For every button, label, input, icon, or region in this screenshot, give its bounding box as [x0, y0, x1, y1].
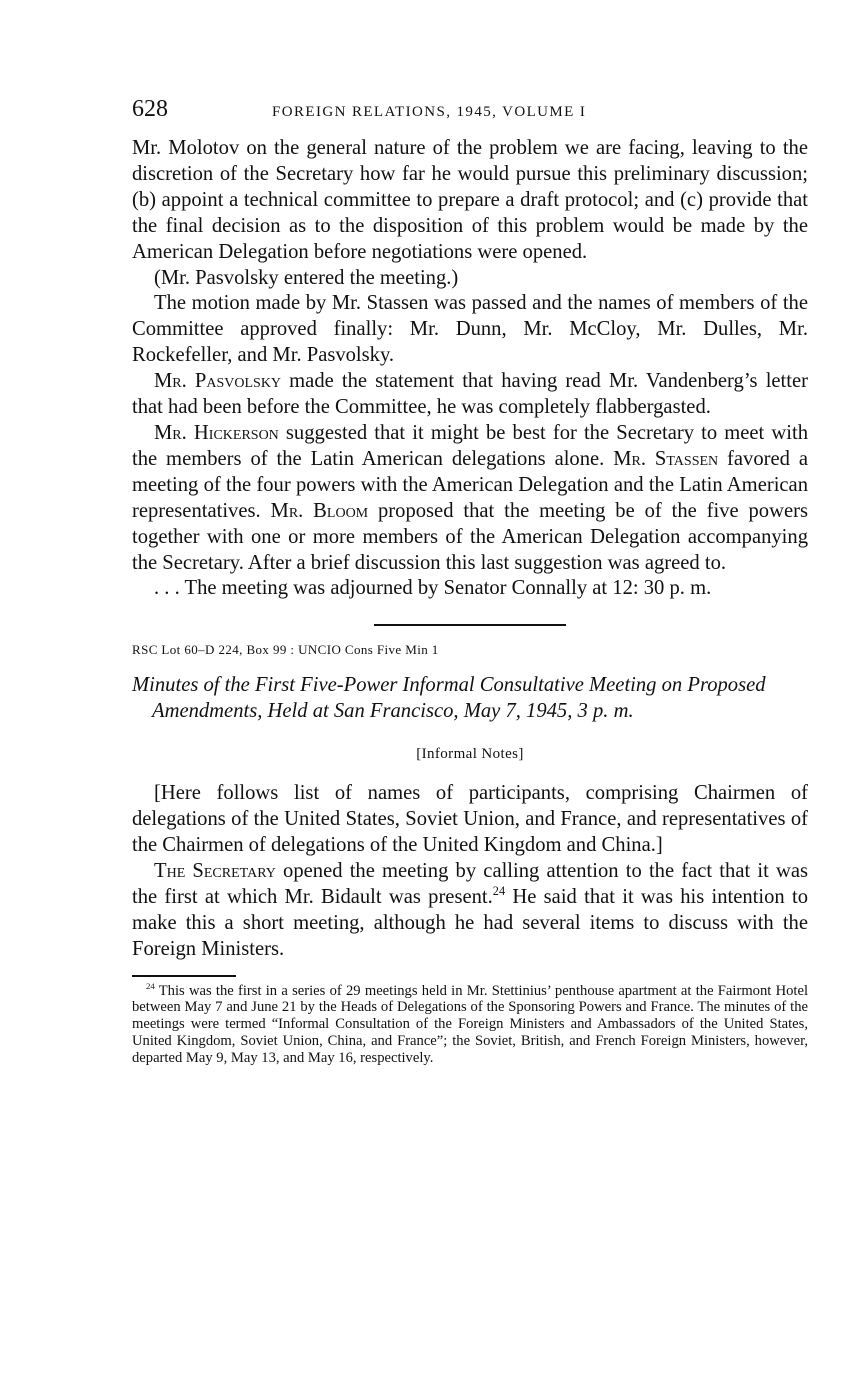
paragraph-pasvolsky-entered: (Mr. Pasvolsky entered the meeting.) — [154, 266, 459, 289]
informal-notes-label: [Informal Notes] — [416, 746, 524, 763]
footnote-divider — [132, 975, 236, 977]
footnote-text: This was the first in a series of 29 meetings held in Mr. Stettinius’ penthouse apartment at the Fairmont Hotel between May 7 and June 21 by the Heads of Delegations of the Sponsoring Powers and France. The minutes of the meetings were termed “Informal Consultation of the Foreign Ministers and Ambassadors of the United States, United Kingdom, Soviet Union, China, and France”; the Soviet, British, and French Foreign Ministers, however, departed May 9, May 13, and May 16, respectively. — [132, 982, 808, 1066]
paragraph-continuation: Mr. Molotov on the general nature of the problem we are facing, leaving to the discretion of the Secretary how far he would pursue this preliminary discussion; (b) appoint a technical committee to prepare a draft protocol; and (c) provide that the final decision as to the disposition of this problem would be made by the American Delegation before negotiations were opened. — [132, 137, 808, 263]
section-divider — [374, 624, 566, 626]
paragraph-committee-approved: The motion made by Mr. Stassen was passed and the names of members of the Committee approved finally: Mr. Dunn, Mr. McCloy, Mr. Dulles, Mr. Rockefeller, and Mr. Pasvolsky. — [132, 292, 808, 367]
paragraph-text: opened the meeting by calling attention to the fact that it was the first at which Mr. Bidault was present. — [132, 860, 809, 908]
paragraph-text: proposed that the meeting be of the five powers together with one or more members of the American Delegation accompanying the Secretary. After a brief discussion this last suggestion was agreed to. — [132, 499, 808, 574]
paragraph-adjourned: . . . The meeting was adjourned by Senator Connally at 12: 30 p. m. — [154, 577, 712, 600]
paragraph-text: suggested that it might be best for the Secretary to meet with the members of the Latin American delegations alone. — [132, 421, 808, 470]
document-title: Minutes of the First Five-Power Informal Consultative Meeting on Proposed Amendments, Held at San Francisco, May 7, 1945, 3 p. m. — [132, 674, 766, 723]
footnote-reference[interactable]: 24 — [492, 884, 506, 899]
page-header — [132, 96, 808, 136]
paragraph-participants: [Here follows list of names of participants, comprising Chairmen of delegations of the United States, Soviet Union, and France, and representatives of the Chairmen of delegations of the United Kingdom and China.] — [132, 782, 808, 857]
footnote-number: 24 — [146, 980, 155, 991]
paragraph-meeting-proposals — [132, 421, 808, 576]
paragraph-secretary-opened — [132, 859, 808, 963]
paragraph-text: made the statement that having read Mr. Vandenberg’s letter that had been before the Committee, he was completely flabbergasted. — [132, 370, 808, 419]
document-page — [132, 96, 808, 1067]
paragraph-text: He said that it was his intention to make this a short meeting, although he had several items to discuss with the Foreign Ministers. — [132, 885, 808, 960]
speaker-name: Mr. Pasvolsky — [154, 370, 282, 393]
footnote — [132, 980, 808, 1067]
paragraph-text: favored a meeting of the four powers with the American Delegation and the Latin American representatives. — [132, 447, 808, 522]
paragraph-pasvolsky-statement — [132, 369, 808, 421]
speaker-name: Mr. Hickerson — [154, 421, 279, 444]
running-head: FOREIGN RELATIONS, 1945, VOLUME I — [272, 104, 587, 120]
page-number: 628 — [132, 96, 168, 122]
speaker-name: The Secretary — [154, 860, 276, 883]
speaker-name: Mr. Bloom — [270, 499, 369, 522]
speaker-name: Mr. Stassen — [613, 447, 719, 470]
source-citation: RSC Lot 60–D 224, Box 99 : UNCIO Cons Five Min 1 — [132, 642, 439, 658]
